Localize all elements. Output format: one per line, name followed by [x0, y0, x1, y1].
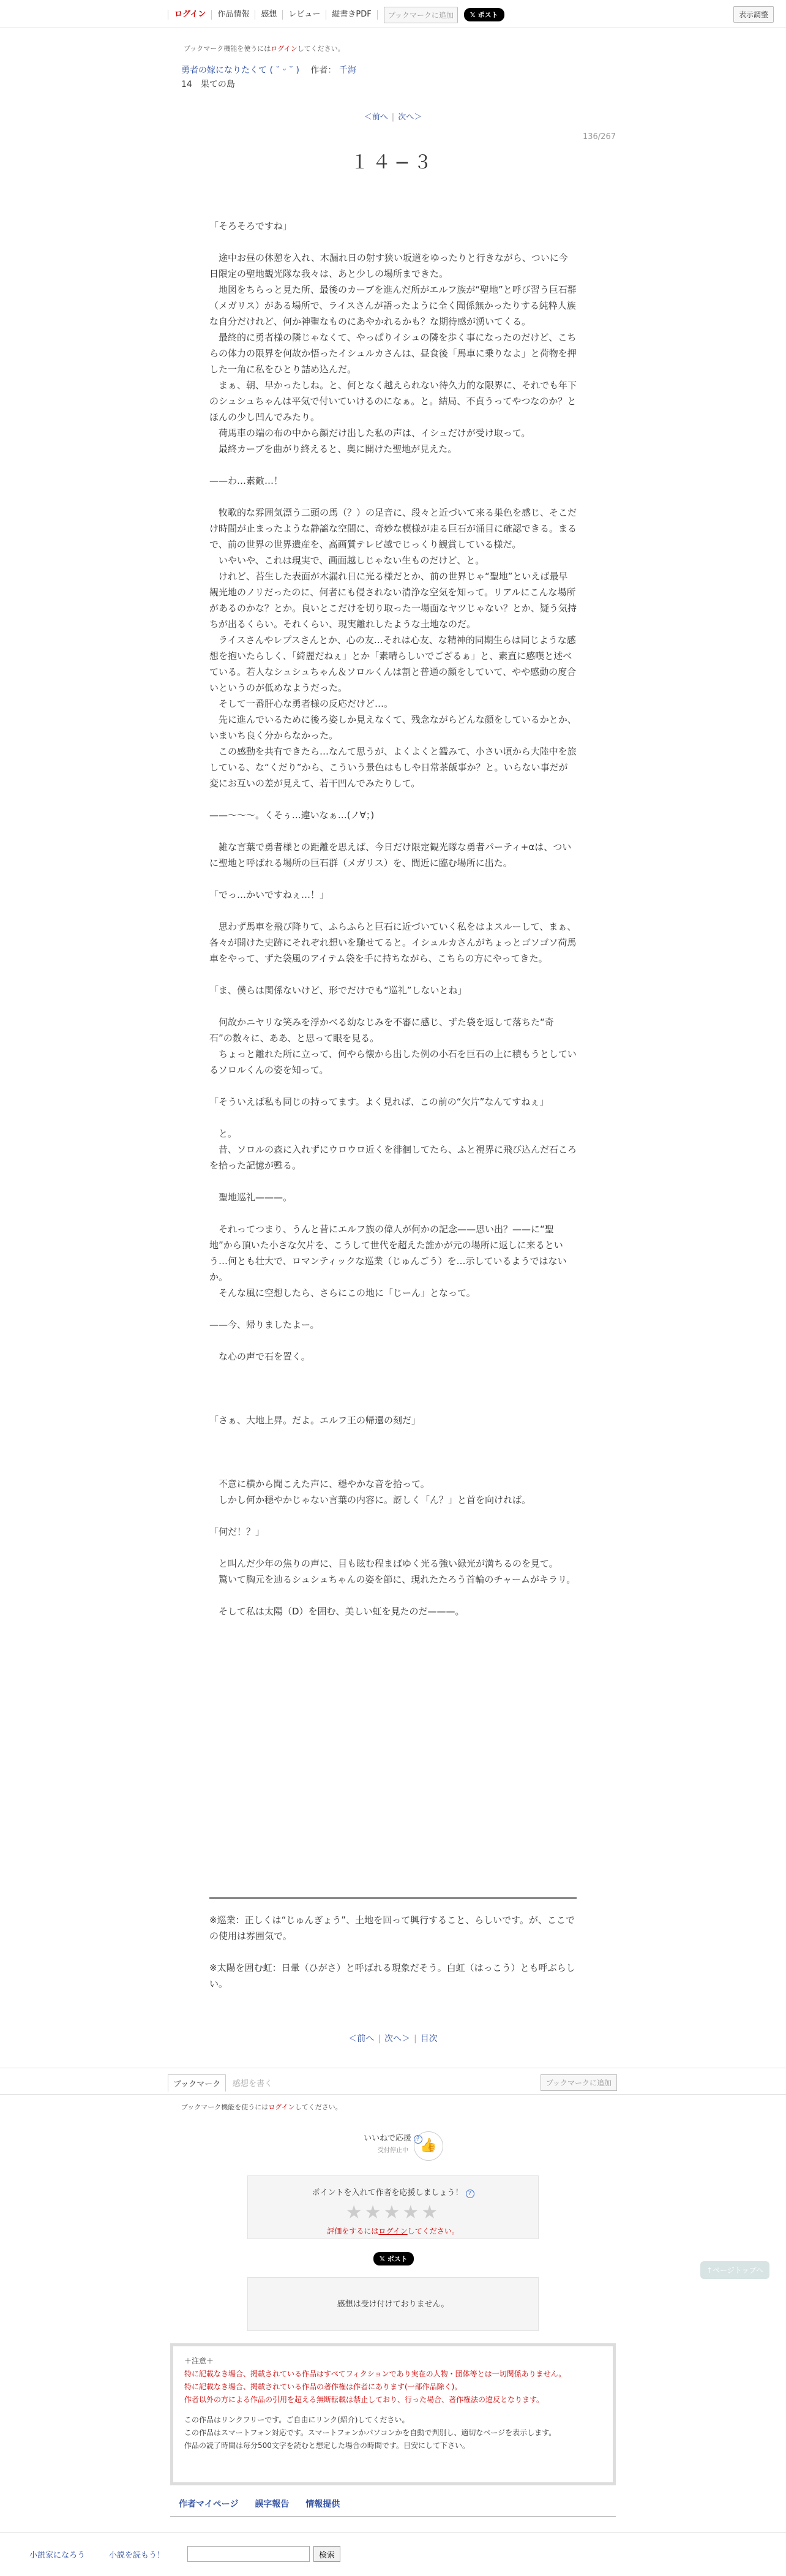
caution-warning: 特に記載なき場合、掲載されている作品の著作権は作者にあります(一部作品除く)。 [184, 2382, 462, 2391]
body-paragraph: まぁ、朝、早かったしね。と、何となく越えられない待久力的な限界に、それでも年下のシュシュちゃんは平気で付いていけるのになぁ。と。結局、不貞うってやつなのか？とほんの少し凹んでみたり。 [209, 380, 577, 423]
caution-box [170, 2343, 616, 2485]
prev-link-bottom[interactable]: ＜前へ [348, 2034, 375, 2044]
blank-line [209, 871, 577, 887]
body-paragraph: 「ま、僕らは関係ないけど、形でだけでも“巡礼”しないとね」 [209, 985, 467, 996]
like-label [0, 2131, 786, 2144]
review-link[interactable]: レビュー [283, 10, 326, 20]
help-icon[interactable]: ? [466, 2190, 474, 2198]
blank-line [209, 823, 577, 839]
bookmark-note-prefix: ブックマーク機能を使うには [184, 45, 271, 53]
search-button[interactable]: 検索 [313, 2546, 340, 2562]
bookmark-login-note-bottom [181, 2102, 342, 2112]
body-paragraph: 最終カーブを曲がり終えると、奥に開けた聖地が見えた。 [209, 443, 457, 454]
blank-line [209, 1460, 577, 1476]
body-paragraph: いやいや、これは現実で、画面越しじゃない生ものだけど、と。 [209, 555, 485, 566]
blank-line [209, 1944, 577, 1960]
afterword-paragraph: ※太陽を囲む虹：日暈（ひがさ）と呼ばれる現象だそう。白虹（はっこう）とも呼ぶらしい。 [209, 1962, 575, 1989]
blank-line [209, 791, 577, 807]
blank-line [209, 1205, 577, 1221]
blank-line [209, 1428, 577, 1444]
info-report-link[interactable]: 情報提供 [305, 2499, 340, 2509]
caution-info: 作品の読了時間は毎分500文字を読むと想定した場合の時間です。目安にして下さい。 [184, 2441, 470, 2450]
points-title-text: ポイントを入れて作者を応援しましょう！ [312, 2188, 463, 2198]
bookmark-note-login-link[interactable]: ログイン [271, 45, 298, 53]
chapter-name: 14 果ての島 [181, 80, 235, 89]
body-paragraph: 「でっ…かいですねぇ…！」 [209, 889, 329, 900]
login-link[interactable]: ログイン [168, 10, 212, 20]
blank-line [209, 489, 577, 505]
footer-divider [170, 2516, 616, 2517]
bookmark-note-login-link-bottom[interactable]: ログイン [268, 2103, 295, 2111]
pager-separator: | [378, 2034, 381, 2044]
body-paragraph: 荷馬車の端の布の中から顔だけ出した私の声は、イシュだけが受け取って。 [209, 427, 531, 439]
body-paragraph: と叫んだ少年の焦りの声に、目も眩む程まばゆく光る強い緑光が満ちるのを見て。 [209, 1558, 558, 1569]
blank-line [209, 998, 577, 1014]
body-paragraph: 先に進んでいるために後ろ姿しか見えなくて、残念ながらどんな顔をしているかとか、いまいち良く分からなかった。 [209, 714, 577, 741]
bookmark-add-button-bottom[interactable]: ブックマークに追加 [541, 2074, 617, 2091]
body-paragraph: 最終的に勇者様の隣じゃなくて、やっぱりイシュの隣を歩く事になったのだけど、こちらの体力の限界を何故か悟ったイシュルカさんは、昼食後「馬車に乗りなよ」と荷物を押した一角に私をひとり詰め込んだ。 [209, 332, 577, 375]
spacer [184, 2406, 602, 2414]
toc-link[interactable]: 目次 [420, 2034, 438, 2044]
rating-login-link[interactable]: ログイン [378, 2227, 408, 2235]
body-paragraph: 「さぁ、大地上昇。だよ。エルフ王の帰還の刻だ」 [209, 1415, 421, 1426]
author-label: 作者： [310, 66, 337, 75]
points-box [247, 2175, 539, 2239]
points-title [248, 2186, 538, 2198]
impressions-closed-box: 感想は受け付けておりません。 [247, 2277, 539, 2331]
blank-line [209, 234, 577, 250]
body-paragraph: 不意に横から聞こえた声に、穏やかな音を拾って。 [209, 1478, 430, 1489]
bottom-bar [0, 2532, 786, 2576]
blank-line [209, 1444, 577, 1460]
blank-line [209, 966, 577, 982]
rating-stars[interactable]: ★★★★★ [345, 2202, 441, 2223]
blank-line [209, 1396, 577, 1412]
body-paragraph: この感動を共有できたら…なんて思うが、よくよくと鑑みて、小さい頃から大陸中を旅している、な“くだり”から、こういう景色はもしや日常茶飯事か？と。いらない事だが変にお互いの差が見えて、若干凹んでみたりして。 [209, 746, 577, 789]
next-link-bottom[interactable]: 次へ＞ [384, 2034, 410, 2044]
caution-info: この作品はスマートフォン対応です。スマートフォンかパソコンかを自動で判別し、適切なページを表示します。 [184, 2428, 556, 2437]
body-paragraph: ——わ…素敵…！ [209, 475, 283, 486]
author-link[interactable]: 千海 [339, 66, 356, 75]
like-status: 受付停止中 [378, 2147, 408, 2154]
top-navigation [0, 0, 786, 28]
rating-note-suffix: してください。 [407, 2227, 459, 2235]
novel-body [209, 218, 577, 1619]
pager-separator: | [391, 113, 395, 122]
blank-line [209, 1380, 577, 1396]
pager-top [0, 110, 786, 122]
body-paragraph: 牧歌的な雰囲気漂う二頭の馬（？）の足音に、段々と近づいて来る巣色を感じ、そこだけ時間が止まったような静謐な空間に、奇妙な模様が走る巨石が涌目に確認できる。まるで、前の世界の世界遺産を、高画質テレビ越でじっくり観賞している様だ。 [209, 507, 577, 550]
read-novels-link[interactable]: 小説を読もう！ [109, 2551, 165, 2560]
afterword-notes [209, 1912, 577, 1992]
body-paragraph: 途中お昼の休憩を入れ、木漏れ日の射す狭い坂道をゆったりと行きながら、ついに今日限定の聖地観光隊な我々は、あと少しの場所まできた。 [209, 252, 568, 279]
prev-link[interactable]: ＜前へ [364, 113, 388, 122]
body-paragraph: しかし何か穏やかじゃない言葉の内容に。訝しく「ん？」と首を向ければ。 [209, 1494, 531, 1505]
caution-warning: 特に記載なき場合、掲載されている作品はすべてフィクションであり実在の人物・団体等とは一切関係ありません。 [184, 2370, 566, 2378]
blank-line [209, 1365, 577, 1380]
help-icon[interactable]: ? [414, 2135, 422, 2144]
become-author-link[interactable]: 小説家になろう [29, 2551, 86, 2560]
novel-title-link[interactable]: 勇者の嫁になりたくて ( ˘ ᵕ ˘ ) [181, 66, 299, 75]
tab-write-comment[interactable]: 感想を書く [233, 2079, 273, 2088]
pager-separator: | [414, 2034, 417, 2044]
page-count: 136/267 [582, 132, 616, 141]
vertical-pdf-link[interactable]: 縦書きPDF [326, 10, 377, 20]
body-paragraph: 「何だ！？」 [209, 1526, 265, 1537]
body-paragraph: と。 [209, 1128, 238, 1139]
body-paragraph: そんな風に空想したら、さらにこの地に「じーん」となって。 [209, 1287, 476, 1298]
x-post-button[interactable]: 𝕏 ポスト [464, 8, 504, 21]
page-top-button[interactable]: ↑ページトップへ [700, 2261, 769, 2279]
body-paragraph: 聖地巡礼———。 [209, 1192, 293, 1203]
body-paragraph: ちょっと離れた所に立って、何やら懐から出した例の小石を巨石の上に積もうとしているソロルくんの姿を知って。 [209, 1049, 577, 1075]
blank-line [209, 1587, 577, 1603]
pager-bottom [0, 2032, 786, 2044]
x-post-button-bottom[interactable]: 𝕏 ポスト [373, 2252, 414, 2265]
blank-line [209, 903, 577, 919]
like-section [0, 2131, 786, 2154]
comments-link[interactable]: 感想 [255, 10, 283, 20]
search-input[interactable] [187, 2546, 310, 2562]
blank-line [209, 1173, 577, 1189]
blank-line [209, 1540, 577, 1556]
rating-login-note [248, 2226, 538, 2236]
afterword-divider [209, 1897, 577, 1899]
blank-line [209, 457, 577, 473]
blank-line [209, 1508, 577, 1524]
body-paragraph: 「そういえば私も同じの持ってます。よく見れば、この前の“欠片”なんてすねぇ」 [209, 1096, 549, 1107]
body-paragraph: 「そろそろですね」 [209, 220, 292, 232]
body-paragraph: 思わず馬車を飛び降りて、ふらふらと巨石に近づいていく私をはよスルーして、まぁ、各々が開けた史跡にそれぞれ想いを馳せてると。イシュルカさんがちょっとゴソゴソ荷馬車をやって、ずた袋風のアイテム袋を手に持ちながら、こちらの方にやってきた。 [209, 921, 577, 964]
like-thumb-icon[interactable]: 👍 [414, 2131, 443, 2161]
bookmark-note-suffix: してください。 [297, 45, 345, 53]
episode-subtitle: １４−３ [350, 152, 436, 173]
display-settings-button[interactable]: 表示調整 [733, 6, 774, 23]
body-paragraph: そして私は太陽（D）を囲む、美しい虹を見たのだ———。 [209, 1606, 465, 1617]
body-paragraph: そして一番肝心な勇者様の反応だけど…。 [209, 698, 394, 709]
tab-bookmark[interactable]: ブックマーク [168, 2074, 226, 2092]
next-link[interactable]: 次へ＞ [398, 113, 422, 122]
footer-links [179, 2498, 353, 2510]
bookmark-note-prefix: ブックマーク機能を使うには [181, 2103, 269, 2111]
novel-header [181, 64, 356, 77]
body-paragraph: 雑な言葉で勇者様との距離を思えば、今日だけ限定観光隊な勇者パーティ+αは、ついに聖地と呼ばれる場所の巨石群（メガリス）を、間近に臨む場所に出た。 [209, 842, 572, 868]
body-paragraph: 驚いて胸元を辿るシュシュちゃんの姿を節に、現れたたろう首輪のチャームがキラリ。 [209, 1574, 576, 1585]
bookmark-bar [0, 2068, 786, 2095]
body-paragraph: 昔、ソロルの森に入れずにウロウロ近くを徘徊してたら、ふと視界に飛び込んだ石ころを拾った記憶が甦る。 [209, 1144, 577, 1171]
caution-head: ＋注意＋ [184, 2357, 214, 2365]
top-nav-links [168, 6, 504, 24]
body-paragraph: ——今、帰りましたよー。 [209, 1319, 320, 1330]
body-paragraph: 何故かニヤリな笑みを浮かべる幼なじみを不審に感じ、ずた袋を返して落ちた“奇石”の数々に、ああ、と思って眼を見る。 [209, 1017, 554, 1044]
typo-report-link[interactable]: 誤字報告 [255, 2499, 290, 2509]
works-info-link[interactable]: 作品情報 [212, 10, 255, 20]
blank-line [209, 1078, 577, 1094]
author-mypage-link[interactable]: 作者マイページ [179, 2499, 239, 2509]
body-paragraph: ライスさんやレプスさんとか、心の友…それは心友、な精神的同期生らは同じような感想を抱いたらしく、「綺麗だねぇ」とか「素晴らしいでござるぁ」と、素直に感嘆と述べている。若人なシュシュちゃん＆ソロルくんは割と普通の顔をしていて、やや感動の度合いというのが低めなようだった。 [209, 635, 577, 693]
like-label-text: いいねで応援 [364, 2134, 411, 2143]
body-paragraph: な心の声で石を置く。 [209, 1351, 310, 1362]
body-paragraph: それってつまり、うんと昔にエルフ族の偉人が何かの記念——思い出？——に“聖地”から頂いた小さな欠片を、こうして世代を超えた誰かが元の場所に返しに来るという…何とも壮大で、ロマンティックな巡業（じゅんごう）を…示しているようではないか。 [209, 1224, 567, 1282]
body-paragraph: けれど、苔生した表面が木漏れ日に光る様だとか、前の世界じゃ“聖地”といえば最早観光地のノリだったのに、何者にも侵されない清浄な空気を知って。リアルにこんな場所があるのかな？とか。良いとこだけを切り取った一場面なヤツじゃない？とか、疑う気持ちが出るくらい。それくらい、現実離れしたような土地なのだ。 [209, 571, 577, 630]
blank-line [209, 1301, 577, 1317]
rating-note-prefix: 評価をするには [327, 2227, 379, 2235]
bookmark-add-button[interactable]: ブックマークに追加 [384, 7, 458, 23]
body-paragraph: ——〜〜〜。くそぅ…違いなぁ…(ノ∀；) [209, 810, 375, 821]
body-paragraph: 地図をちらっと見た所、最後のカーブを進んだ所がエルフ族が“聖地”と呼び習う巨石群（メガリス）がある場所で、ライスさんが語ったように全く聞係無かったりする純粋人族な自分だけれど、何か神聖なものにあやかれるかも？な期待感が湧いてくる。 [209, 284, 577, 327]
blank-line [209, 1110, 577, 1126]
blank-line [209, 1333, 577, 1349]
afterword-paragraph: ※巡業：正しくは“じゅんぎょう”、土地を回って興行すること、らしいです。が、ここでの使用は雰囲気で。 [209, 1915, 575, 1941]
caution-info: この作品はリンクフリーです。ご自由にリンク(紹介)してください。 [184, 2416, 410, 2424]
bookmark-login-note [184, 43, 345, 53]
caution-warning: 作者以外の方による作品の引用を超える無断転載は禁止しており、行った場合、著作権法の違反となります。 [184, 2395, 544, 2404]
bookmark-note-suffix: してください。 [294, 2103, 342, 2111]
